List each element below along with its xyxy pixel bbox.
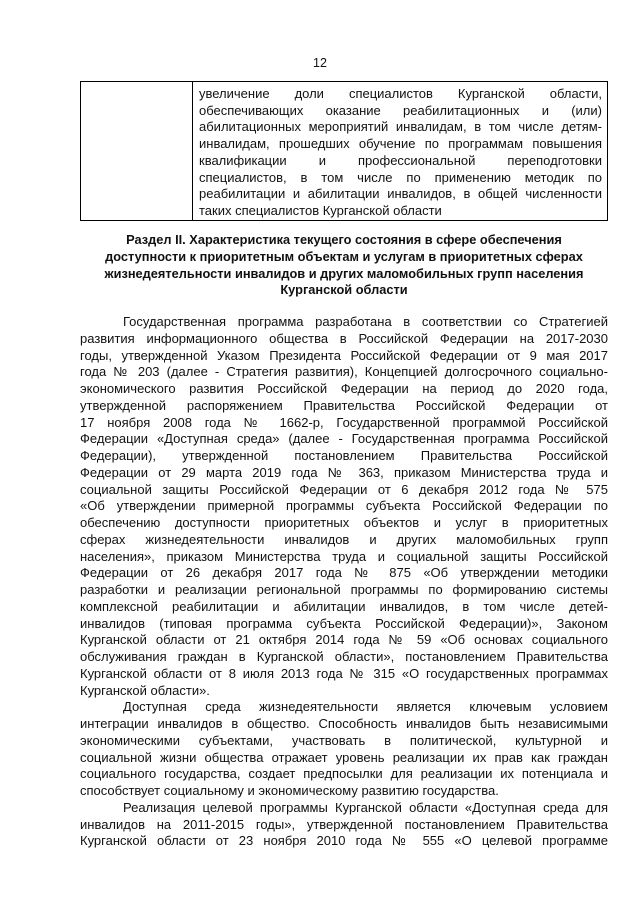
body-line: инвалидов на 2011-2015 годы», утвержденной постановлением Правительства (80, 816, 608, 832)
heading-line: жизнедеятельности инвалидов и других маломобильных групп населения (104, 265, 584, 281)
body-line: социальной жизни общества отражает уровень реализации их прав как граждан (80, 749, 608, 765)
body-line: годы, утвержденной Указом Президента Российской Федерации от 9 мая 2017 (80, 347, 608, 363)
body-line: социального государства, создает предпосылки для реализации их потенциала и (80, 766, 608, 782)
table-text-line: обеспечивающих оказание реабилитационных и (или) (199, 102, 602, 118)
body-line: социальной защиты Российской Федерации от 6 декабря 2012 года № 575 (80, 481, 608, 497)
body-line: Курганской области от 23 ноября 2010 года № 555 «О целевой программе (80, 833, 608, 849)
page-number: 12 (313, 56, 327, 70)
table-text-line: таких специалистов Курганской области (199, 202, 442, 218)
body-line: способствует социальному и экономическому развитию государства. (80, 783, 499, 798)
table-text-line: увеличение доли специалистов Курганской области, (199, 86, 602, 101)
body-line: интеграции инвалидов в общество. Способность инвалидов быть независимыми (80, 716, 608, 731)
body-line: Курганской области от 21 октября 2014 года № 59 «Об основах социального (80, 632, 608, 648)
body-line: 17 ноября 2008 года № 1662-р, Государственной программой Российской (80, 414, 608, 430)
body-line: экономического развития Российской Федерации на период до 2020 года, (80, 381, 608, 396)
body-text (80, 314, 608, 850)
body-line: Федерации от 26 декабря 2017 года № 875 «Об утверждении методики (80, 565, 608, 581)
heading-line: Раздел II. Характеристика текущего состояния в сфере обеспечения (126, 232, 562, 247)
body-line: года № 203 (далее - Стратегия развития), Концепцией долгосрочного социально- (80, 364, 608, 380)
heading-line: Курганской области (280, 282, 408, 298)
heading-line: доступности к приоритетным объектам и услугам в приоритетных сферах (105, 248, 583, 264)
body-line: обеспечению доступности приоритетных объектов и услуг в приоритетных (80, 515, 608, 530)
body-line: «Об утверждении примерной программы субъекта Российской Федерации по (80, 498, 608, 514)
body-line: инвалидов (типовая программа субъекта Российской Федерации)», Законом (80, 615, 608, 631)
body-line: Федерации), утвержденной постановлением Правительства Российской (80, 448, 608, 463)
continuation-table (80, 81, 608, 221)
table-text-line: инвалидам, прошедших обучение по программам повышения (199, 136, 602, 152)
table-text-line: квалификации и профессиональной переподготовки (199, 152, 602, 168)
body-line: Федерации «Доступная среда» (далее - Государственная программа Российской (80, 431, 608, 447)
section-heading (80, 232, 608, 299)
body-line: экономическими субъектами, участвовать в политической, культурной и (80, 732, 608, 748)
table-text-cell (193, 82, 608, 221)
body-line: обслуживания граждан в Курганской области», постановлением Правительства (80, 649, 608, 664)
body-line: развития информационного общества в Российской Федерации на 2017-2030 (80, 330, 608, 346)
table-text-line: специалистов, в том числе по применению методик по (199, 169, 602, 185)
body-line: Курганской области». (80, 682, 210, 698)
body-line: комплексной реабилитации и абилитации инвалидов, в том числе детей- (80, 598, 608, 614)
body-line: Доступная среда жизнедеятельности является ключевым условием (123, 699, 608, 715)
body-line: Реализация целевой программы Курганской области «Доступная среда для (123, 799, 608, 815)
table-text-line: абилитационных мероприятий инвалидам, в том числе детям- (199, 119, 602, 135)
table-text-line: реабилитации и абилитации инвалидов, в общей численности (199, 186, 602, 202)
body-line: Курганской области от 8 июля 2013 года № 315 «О государственных программах (80, 665, 608, 681)
body-line: Федерации от 29 марта 2019 года № 363, приказом Министерства труда и (80, 464, 608, 480)
body-line: сферах жизнедеятельности инвалидов и других маломобильных групп (80, 531, 608, 547)
body-line: утвержденной распоряжением Правительства Российской Федерации от (80, 397, 608, 413)
body-line: Государственная программа разработана в соответствии со Стратегией (123, 314, 608, 329)
body-line: разработки и реализации региональной программы по формированию системы (80, 582, 608, 597)
table-empty-cell (81, 82, 193, 221)
body-line: населения», приказом Министерства труда и социальной защиты Российской (80, 548, 608, 564)
